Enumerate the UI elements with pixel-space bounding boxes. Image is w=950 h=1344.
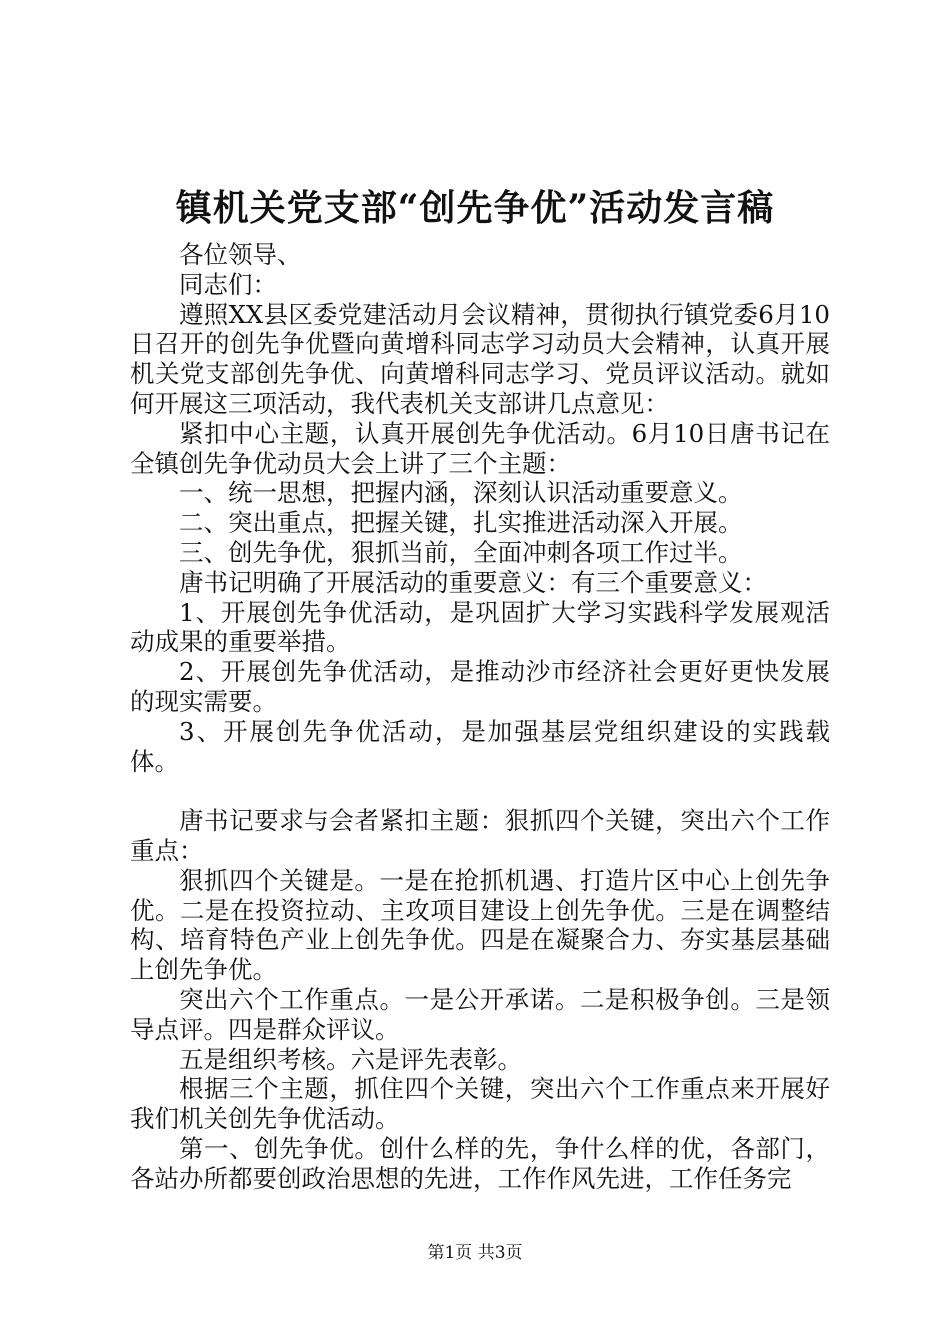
paragraph-list-item: 二、突出重点，把握关键，扎实推进活动深入开展。 xyxy=(179,508,743,538)
paragraph: 紧扣中心主题，认真开展创先争优活动。6月10日唐书记在全镇创先争优动员大会上讲了三个主题： xyxy=(130,418,830,478)
paragraph-salutation-1: 各位领导、 xyxy=(179,240,302,269)
paragraph-list-item: 一、统一思想，把握内涵，深刻认识活动重要意义。 xyxy=(179,478,743,508)
paragraph: 唐书记明确了开展活动的重要意义：有三个重要意义： xyxy=(179,567,767,597)
paragraph: 突出六个工作重点。一是公开承诺。二是积极争创。三是领导点评。四是群众评议。 xyxy=(130,984,830,1044)
paragraph: 唐书记要求与会者紧扣主题：狠抓四个关键，突出六个工作重点： xyxy=(130,806,830,865)
paragraph-salutation-2: 同志们： xyxy=(179,269,277,299)
paragraph: 狠抓四个关键是。一是在抢抓机遇、打造片区中心上创先争优。二是在投资拉动、主攻项目建设上创先争优。三是在调整结构、培育特色产业上创先争优。四是在凝聚合力、夯实基层基础上创先争优。 xyxy=(130,865,830,985)
document-body xyxy=(130,240,830,1194)
page-indicator: 第1页 共3页 xyxy=(427,1243,523,1263)
paragraph-list-item: 三、创先争优，狠抓当前，全面冲刺各项工作过半。 xyxy=(179,537,743,567)
paragraph: 遵照XX县区委党建活动月会议精神，贯彻执行镇党委6月10日召开的创先争优暨向黄增科同志学习动员大会精神，认真开展机关党支部创先争优、向黄增科同志学习、党员评议活动。就如何开展这三项活动，我代表机关支部讲几点意见： xyxy=(130,299,830,418)
page-footer xyxy=(0,1241,950,1265)
paragraph: 五是组织考核。六是评先表彰。 xyxy=(179,1044,522,1074)
paragraph-list-item: 3、开展创先争优活动，是加强基层党组织建设的实践载体。 xyxy=(130,716,830,776)
paragraph: 根据三个主题，抓住四个关键，突出六个工作重点来开展好我们机关创先争优活动。 xyxy=(130,1074,830,1134)
paragraph-list-item: 2、开展创先争优活动，是推动沙市经济社会更好更快发展的现实需要。 xyxy=(130,657,830,716)
paragraph-list-item: 1、开展创先争优活动，是巩固扩大学习实践科学发展观活动成果的重要举措。 xyxy=(130,597,830,657)
paragraph: 第一、创先争优。创什么样的先，争什么样的优，各部门，各站办所都要创政治思想的先进，工作作风先进，工作任务完 xyxy=(130,1133,830,1193)
document-title: 镇机关党支部“创先争优”活动发言稿 xyxy=(175,187,775,229)
